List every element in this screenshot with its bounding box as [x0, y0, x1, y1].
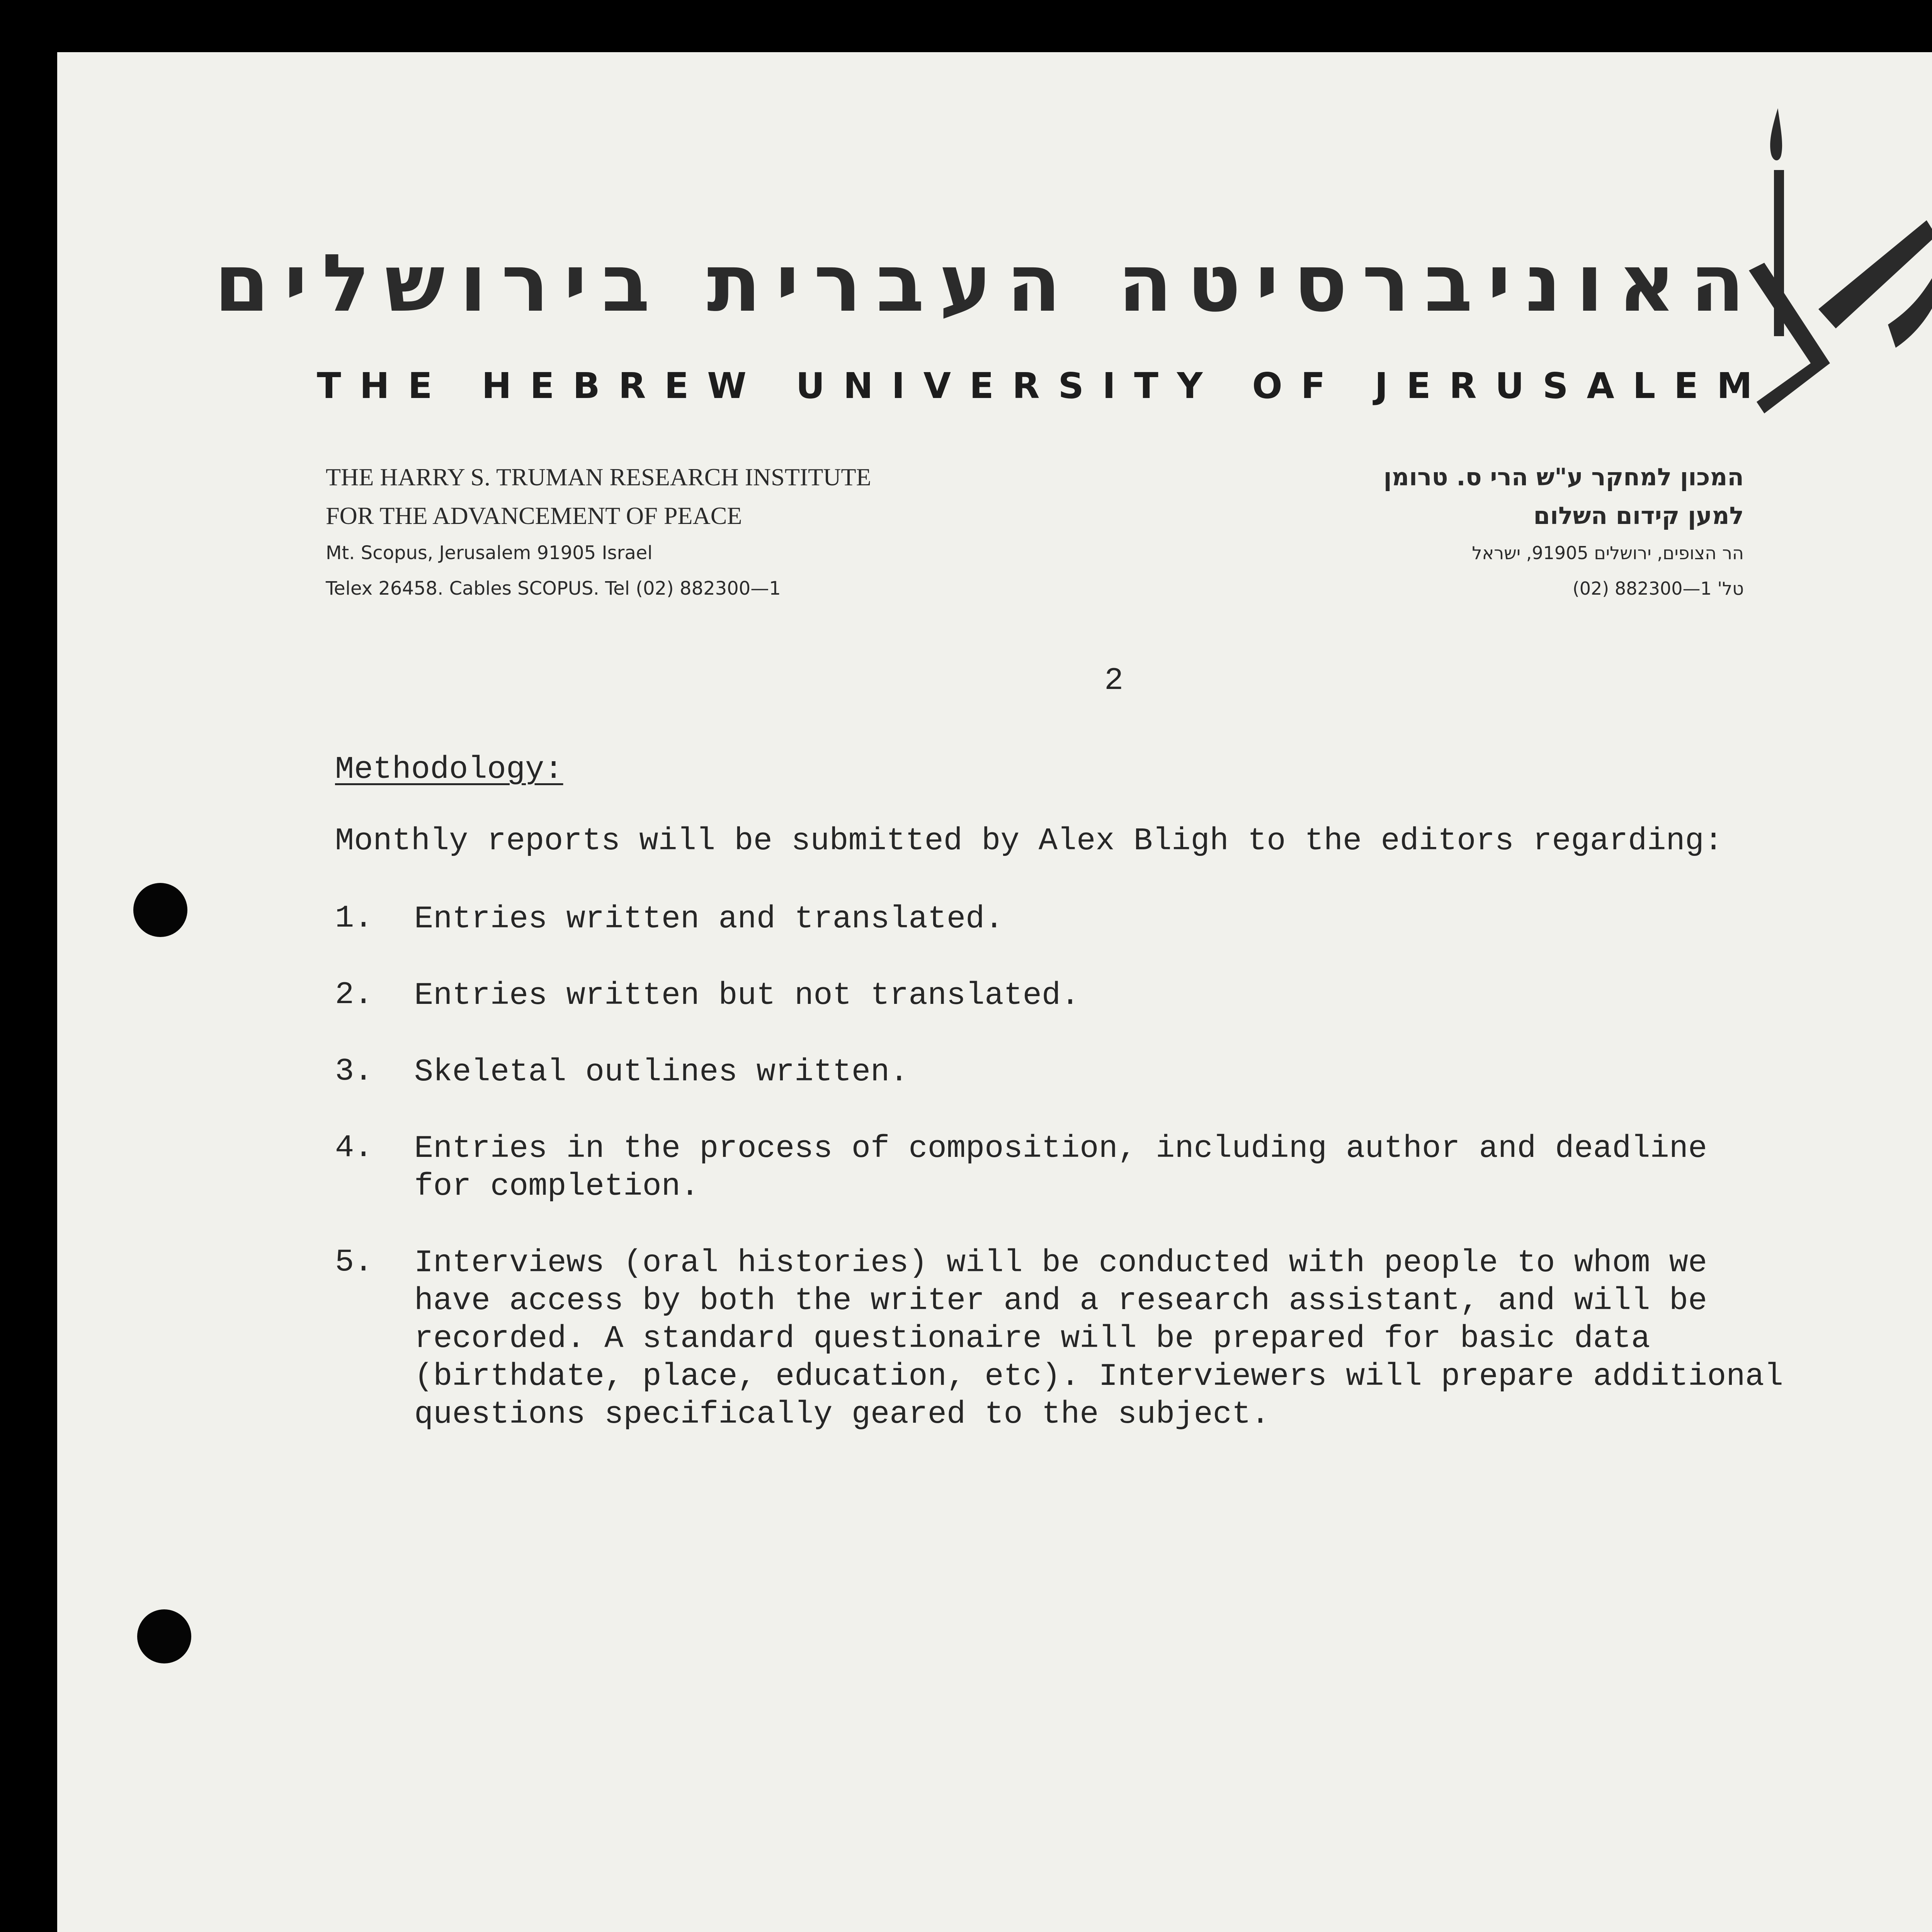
list-item-number: 5.	[335, 1244, 373, 1280]
institute-name-line1: THE HARRY S. TRUMAN RESEARCH INSTITUTE	[326, 463, 871, 491]
institute-address: Mt. Scopus, Jerusalem 91905 Israel	[326, 542, 653, 564]
hebrew-university-name-english: THE HEBREW UNIVERSITY OF JERUSALEM	[317, 365, 1771, 406]
institute-name-line1-hebrew: המכון למחקר ע"ש הרי ס. טרומן	[1383, 463, 1744, 491]
institute-address-hebrew: הר הצופים, ירושלים 91905, ישראל	[1472, 543, 1744, 563]
list-item	[335, 977, 1932, 1015]
list-item-text: Entries written but not translated.	[414, 978, 1080, 1014]
numbered-list	[335, 900, 1932, 1472]
list-item	[335, 1130, 1932, 1206]
institute-block-hebrew	[1170, 458, 1744, 606]
list-item-text: Interviews (oral histories) will be conducted with people to whom we have access by both the writer and a research assistant, and will be recorded. A standard questionaire will be prepared for basic data (birthdate, place, education, etc). Interviewers will prepare additional questions specifically geared to the subject.	[414, 1245, 1783, 1432]
list-item	[335, 1053, 1932, 1091]
binder-hole-bottom	[137, 1609, 191, 1663]
section-heading: Methodology:	[335, 752, 563, 787]
page-number: 2	[1104, 663, 1124, 699]
binder-hole-top	[133, 883, 187, 937]
hebrew-university-name-hebrew: האוניברסיטה העברית בירושלים	[214, 238, 1759, 330]
list-item-number: 3.	[335, 1053, 373, 1089]
list-item	[335, 1244, 1932, 1434]
list-item-text: Skeletal outlines written.	[414, 1054, 909, 1090]
letter-page	[57, 52, 1932, 1932]
intro-paragraph: Monthly reports will be submitted by Alex Bligh to the editors regarding:	[335, 823, 1723, 859]
list-item-number: 1.	[335, 900, 373, 936]
institute-name-line2: FOR THE ADVANCEMENT OF PEACE	[326, 502, 742, 529]
list-item-number: 2.	[335, 977, 373, 1013]
list-item-text: Entries in the process of composition, including author and deadline for completion.	[414, 1131, 1708, 1204]
list-item-text: Entries written and translated.	[414, 901, 1004, 937]
list-item	[335, 900, 1932, 938]
institute-contact-hebrew: טל' 1—882300 (02)	[1572, 578, 1744, 599]
institute-contact: Telex 26458. Cables SCOPUS. Tel (02) 882300—1	[326, 578, 781, 599]
institute-name-line2-hebrew: למען קידום השלום	[1533, 502, 1744, 530]
institute-block-english	[326, 458, 1060, 606]
list-item-number: 4.	[335, 1130, 373, 1166]
